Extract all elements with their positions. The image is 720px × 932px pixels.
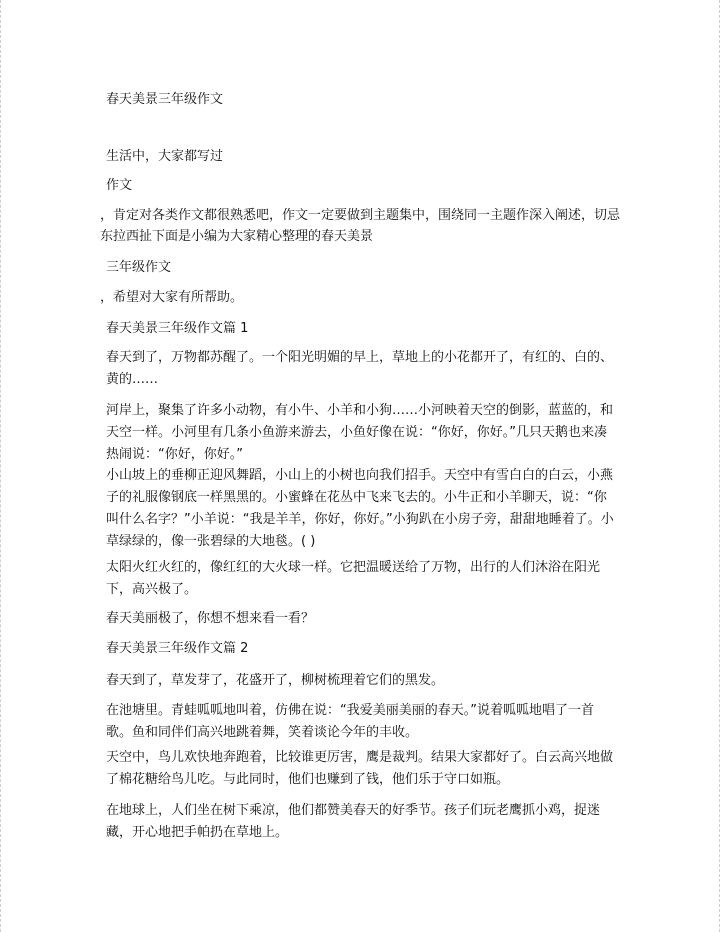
section1-paragraph: 春天美丽极了，你想不想来看一看？ [106,611,315,626]
intro-line-5: ，希望对大家有所帮助。 [100,290,244,305]
section1-paragraph: 河岸上，聚集了许多小动物，有小牛、小羊和小狗……小河映着天空的倒影，蓝蓝的，和天空一样。小河里有几条小鱼游来游去，小鱼好像在说：“你好，你好。”几只天鹅也来凑热闹说：“你好，你好。” [106,403,614,462]
intro-line-2: 作文 [106,178,133,193]
intro-line-3: ，肯定对各类作文都很熟悉吧，作文一定要做到主题集中，围绕同一主题作深入阐述，切忌东拉西扯下面是小编为大家精心整理的春天美景 [100,208,621,244]
section2-heading: 春天美景三年级作文篇 2 [106,641,249,656]
section1-paragraph: 太阳火红火红的，像红红的大火球一样。它把温暖送给了万物，出行的人们沐浴在阳光下，高兴极了。 [106,560,601,597]
intro-line-4: 三年级作文 [106,260,172,275]
section1-heading: 春天美景三年级作文篇 1 [106,321,249,336]
document-title: 春天美景三年级作文 [106,92,224,107]
section2-paragraph: 在池塘里。青蛙呱呱地叫着，仿佛在说：“我爱美丽美丽的春天。”说着呱呱地唱了一首歌。鱼和同伴们高兴地跳着舞，笑着谈论今年的丰收。 [106,703,594,740]
section1-paragraph: 小山坡上的垂柳正迎风舞蹈，小山上的小树也向我们招手。天空中有雪白白的白云，小燕子的礼服像钢底一样黑黑的。小蜜蜂在花丛中飞来飞去的。小牛正和小羊聊天，说：“你叫什么名字？”小羊说：“我是羊羊，你好，你好。”小狗趴在小房子旁，甜甜地睡着了。小草绿绿的，像一张碧绿的大地毯。( ) [106,468,614,549]
intro-line-1: 生活中，大家都写过 [106,149,224,164]
section2-paragraph: 春天到了，草发芽了，花盛开了，柳树梳理着它们的黑发。 [106,673,445,688]
section2-paragraph: 天空中，鸟儿欢快地奔跑着，比较谁更厉害，鹰是裁判。结果大家都好了。白云高兴地做了棉花糖给鸟儿吃。与此同时，他们也赚到了钱，他们乐于守口如瓶。 [106,750,614,787]
section1-paragraph: 春天到了，万物都苏醒了。一个阳光明媚的早上，草地上的小花都开了，有红的、白的、黄的…… [106,350,614,387]
section2-paragraph: 在地球上，人们坐在树下乘凉，他们都赞美春天的好季节。孩子们玩老鹰抓小鸡，捉迷藏，开心地把手帕扔在草地上。 [106,803,601,840]
